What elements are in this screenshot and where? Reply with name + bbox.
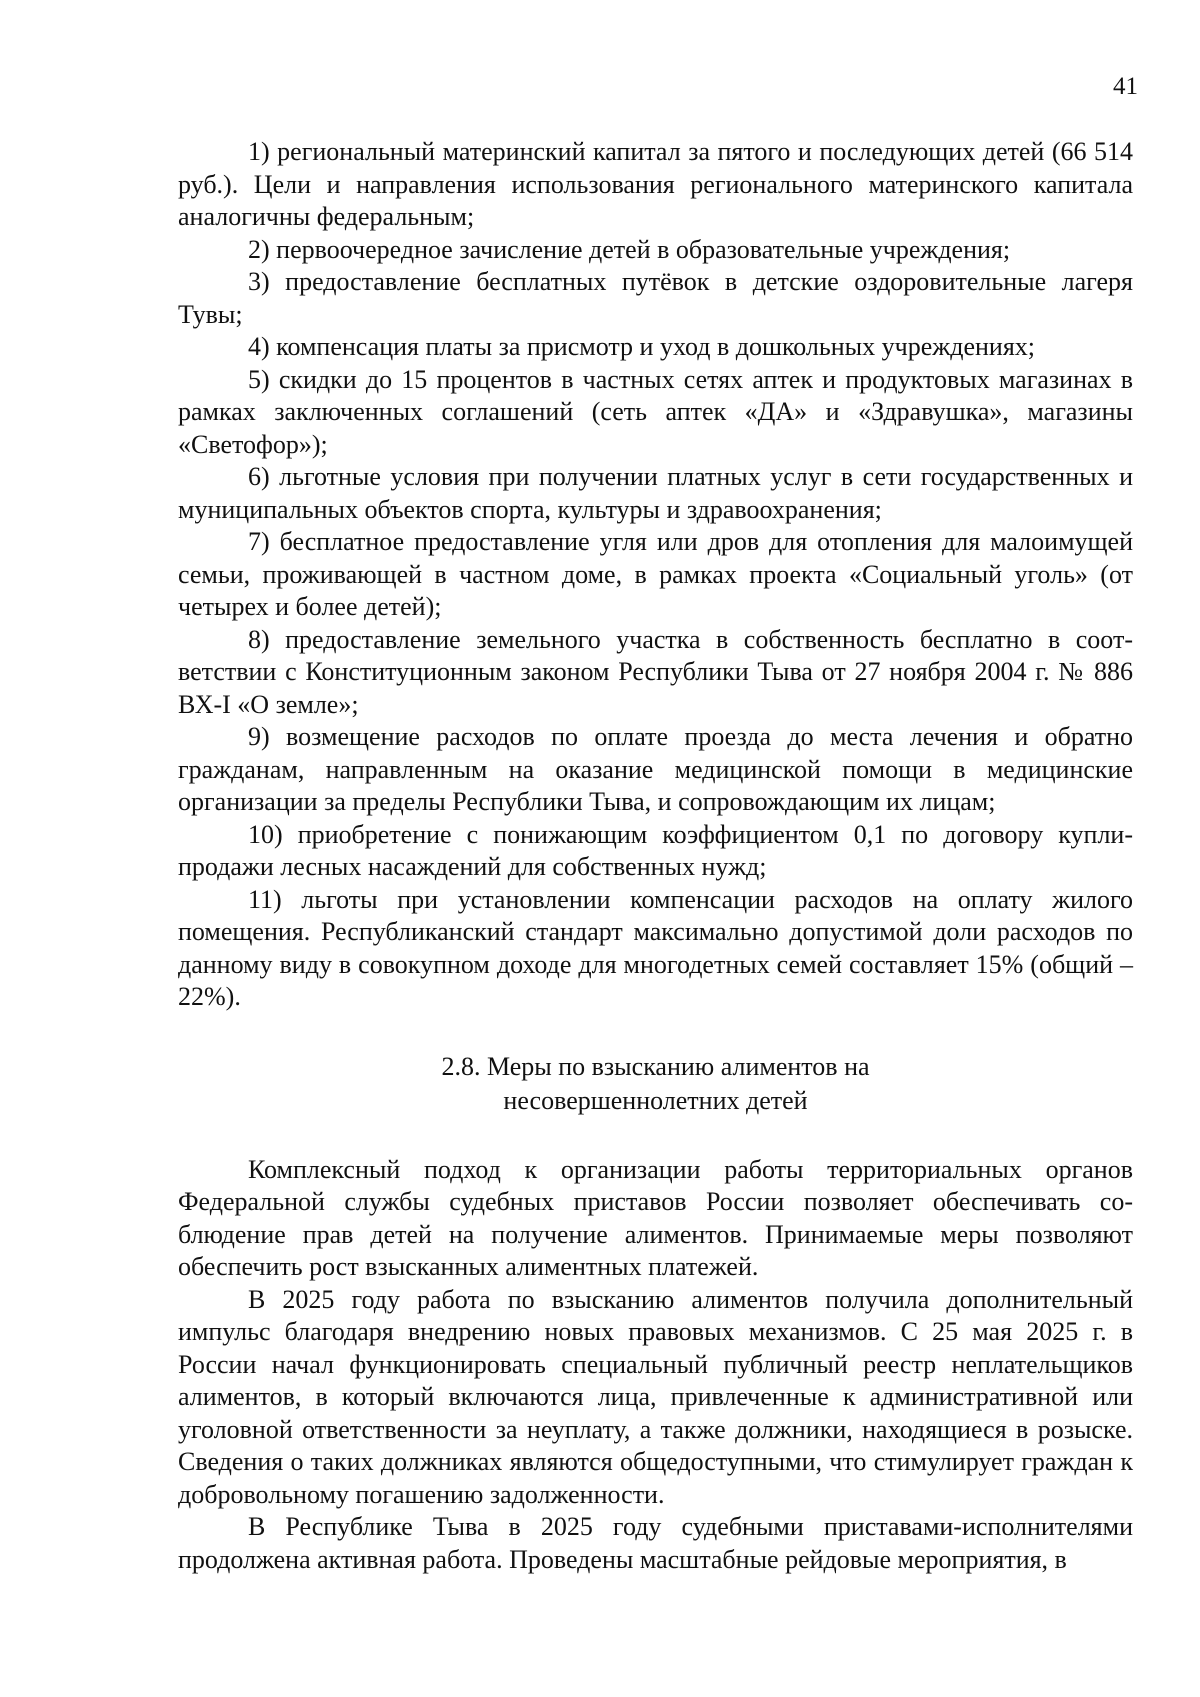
list-item: 5) скидки до 15 процентов в частных сетях аптек и продуктовых магазинах в рамках заключенных соглашений (сеть аптек «ДА» и «Здравушка», магазины «Светофор»); <box>178 364 1133 459</box>
list-item: 2) первоочередное зачисление детей в образовательные учреждения; <box>248 234 1011 264</box>
paragraph: В Республике Тыва в 2025 году судебными приставами-исполнителями продолжена активная работа. Проведены масштабные рейдовые мероприятия, в <box>178 1512 1133 1574</box>
document-body <box>178 136 1133 1576</box>
section-heading-line: несовершеннолетних детей <box>503 1085 808 1115</box>
section-heading <box>178 1050 1133 1118</box>
paragraph: В 2025 году работа по взысканию алиментов получила дополнительный импульс благодаря внедрению новых правовых механизмов. С 25 мая 2025 г. в России начал функционировать специальный публичный реестр неплательщиков алиментов, в который включаются лица, привлеченные к административной или уголовной ответственности за неуплату, а также должники, находящиеся в розыске. Сведения о таких должниках являются общедоступными, что стимулирует граждан к добровольному погашению задолженности. <box>178 1284 1133 1509</box>
list-item: 6) льготные условия при получении платных услуг в сети государственных и муниципальных объектов спорта, культуры и здравоохранения; <box>178 462 1133 524</box>
list-item: 8) предоставление земельного участка в собственность бесплатно в соответствии с Конституционным законом Республики Тыва от 27 ноября 2004 г. № 886 ВХ-I «О земле»; <box>178 624 1133 719</box>
list-item: 7) бесплатное предоставление угля или дров для отопления для малоимущей семьи, проживающей в частном доме, в рамках проекта «Социальный уголь» (от четырех и более детей); <box>178 527 1133 621</box>
list-item: 10) приобретение с понижающим коэффициентом 0,1 по договору купли-продажи лесных насаждений для собственных нужд; <box>178 819 1133 881</box>
list-item: 9) возмещение расходов по оплате проезда до места лечения и обратно гражданам, направленным на оказание медицинской помощи в медицинские организации за пределы Республики Тыва, и сопровождающим их лицам; <box>178 722 1133 816</box>
list-item: 4) компенсация платы за присмотр и уход в дошкольных учреждениях; <box>248 332 1036 361</box>
section-heading-line: 2.8. Меры по взысканию алиментов на <box>441 1051 870 1081</box>
paragraph: Комплексный подход к организации работы территориальных органов Федеральной службы судебных приставов России позволяет обеспечивать соблюдение прав детей на получение алиментов. Принимаемые меры позволяют обеспечить рост взысканных алиментных платежей. <box>178 1154 1133 1281</box>
list-item: 11) льготы при установлении компенсации расходов на оплату жилого помещения. Республиканский стандарт максимально допустимой доли расходов по данному виду в совокупном доходе для многодетных семей составляет 15% (общий – 22%). <box>178 884 1133 1011</box>
page-number: 41 <box>1113 73 1138 100</box>
list-item: 3) предоставление бесплатных путёвок в детские оздоровительные лагеря Тувы; <box>178 267 1133 329</box>
list-item: 1) региональный материнский капитал за пятого и последующих детей (66 514 руб.). Цели и направления использования регионального материнского капитала аналогичны федеральным; <box>178 137 1133 231</box>
